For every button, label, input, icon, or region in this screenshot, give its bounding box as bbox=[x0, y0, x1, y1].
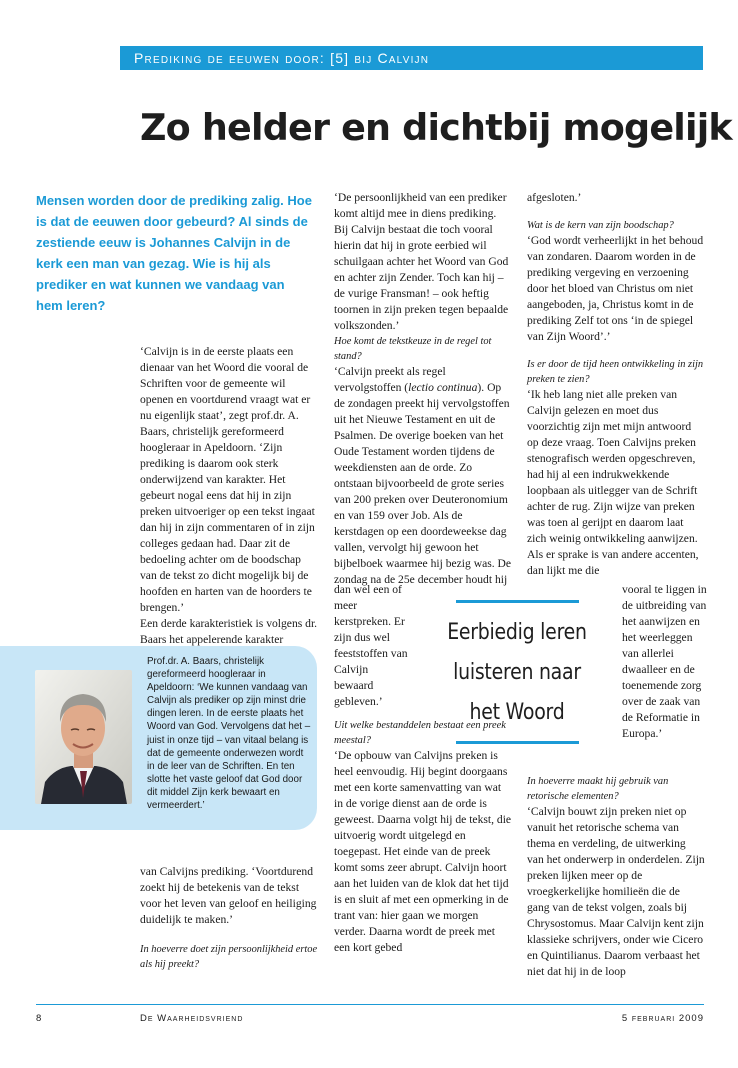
column-1-top bbox=[140, 344, 318, 648]
paragraph: ‘De persoonlijkheid van een prediker komt altijd mee in diens prediking. Bij Calvijn bestaat die toch vooral hierin dat hij in grote eerbied wil schuilgaan achter het Woord van God en achter zijn Zender. Toch kan hij – de vurige Fransman! – ook heftig toornen in zijn preken tegen bepaalde volkszonden.’ bbox=[334, 191, 509, 332]
paragraph: ‘De opbouw van Calvijns preken is heel eenvoudig. Hij begint doorgaans met een korte samenvatting van wat in de vorige dienst aan de orde is geweest. Daarna volgt hij de tekst, die uitvoerig wordt uitgelegd en toegepast. Het einde van de preek komt soms zeer abrupt. Calvijn hoort aan het luiden van de klok dat het tijd is en sluit af met een opmerking in de trant van: hier gaan we morgen verder. Daarna wordt de preek met een kort gebed bbox=[334, 749, 512, 954]
column-2-top bbox=[334, 190, 512, 588]
column-2-wrap bbox=[334, 582, 410, 710]
photo-caption: Prof.dr. A. Baars, christelijk gereformeerd hoogleraar in Apeldoorn: ‘We kunnen vandaag van Calvijn als prediker op zijn minst drie dingen leren. In de eerste plaats het Woord van God. Vervolgens dat het – juist in onze tijd – van vitaal belang is dat de gemeente onderwezen wordt in de leer van de Schriften. En ten slotte het vaste geloof dat God door dit middel Zijn kerk bewaart en vermeerdert.’ bbox=[147, 656, 311, 812]
paragraph: ‘Ik heb lang niet alle preken van Calvijn gelezen en moet dus voorzichtig zijn met mijn antwoord op deze vraag. Toen Calvijns preken stenografisch werden opgeschreven, had hij al een indrukwekkende loopbaan als uitlegger van de Schrift achter de rug. Zijn wijze van preken was toen al gerijpt en daarom laat zich weinig ontwikkeling aanwijzen. Als er sprake is van andere accenten, dan lijkt me die bbox=[527, 388, 699, 577]
series-banner: Prediking de eeuwen door: [5] bij Calvijn bbox=[120, 46, 703, 70]
pull-quote-rule-bottom bbox=[456, 741, 579, 744]
paragraph bbox=[334, 364, 512, 588]
footer-rule bbox=[36, 1004, 704, 1005]
article-headline: Zo helder en dichtbij mogelijk bbox=[140, 106, 732, 149]
column-3-bottom bbox=[527, 774, 705, 980]
column-2-bottom bbox=[334, 718, 512, 956]
paragraph: van Calvijns prediking. ‘Voortdurend zoekt hij de betekenis van de tekst voor het leven van geloof en heiliging duidelijk te maken.’ bbox=[140, 865, 317, 926]
interview-question: Is er door de tijd heen ontwikkeling in zijn preken te zien? bbox=[527, 359, 704, 385]
pull-quote-line: luisteren naar bbox=[453, 660, 581, 685]
pull-quote-line: het Woord bbox=[469, 700, 565, 725]
column-3-wrap bbox=[622, 582, 708, 742]
portrait-photo bbox=[35, 670, 132, 804]
latin-term: lectio continua bbox=[408, 381, 478, 394]
column-3-top bbox=[527, 190, 705, 579]
paragraph: ‘God wordt verheerlijkt in het behoud van zondaren. Daarom worden in de prediking vergeving en verzoening door het bloed van Christus om niet aangeboden, ja, Christus komt in de prediking Zelf tot ons ‘in de spiegel van Zijn Woord’.’ bbox=[527, 234, 704, 343]
interview-question: Wat is de kern van zijn boodschap? bbox=[527, 220, 674, 231]
paragraph: afgesloten.’ bbox=[527, 191, 582, 204]
text-run: ). Op de zondagen preekt hij vervolgstoffen uit het Nieuwe Testament en uit de Psalmen. De overige boeken van het Oude Testament worden tijdens de weekdiensten aan de orde. Zo ontstaan bijvoorbeeld de grote series van 200 preken over Deuteronomium en van 159 over Job. Als de kerstdagen op een doordeweekse dag vallen, vervolgt hij gewoon het bijbelboek waarmee hij bezig was. De zondag na de 25e december houdt hij bbox=[334, 381, 512, 586]
pull-quote-text bbox=[438, 603, 596, 741]
pull-quote bbox=[425, 600, 609, 744]
article-intro: Mensen worden door de prediking zalig. Hoe is dat de eeuwen door gebeurd? Al sinds de zestiende eeuw is Johannes Calvijn in de kerk een man van gezag. Wie is hij als prediker en wat kunnen we vandaag van hem leren? bbox=[36, 193, 312, 313]
pull-quote-line: Eerbiedig leren bbox=[447, 620, 587, 645]
text-run: ‘Calvijn preekt als regel vervolgstoffen ( bbox=[334, 365, 446, 394]
interview-question: In hoeverre doet zijn persoonlijkheid ertoe als hij preekt? bbox=[140, 944, 318, 970]
issue-date: 5 februari 2009 bbox=[621, 1013, 704, 1024]
interview-question: Hoe komt de tekstkeuze in de regel tot stand? bbox=[334, 336, 492, 362]
column-1-bottom bbox=[140, 864, 318, 972]
magazine-name: De Waarheidsvriend bbox=[140, 1013, 244, 1024]
paragraph: dan wel een of meer kerstpreken. Er zijn dus wel feeststoffen van Calvijn bewaard gebleven.’ bbox=[334, 583, 408, 708]
interview-question: In hoeverre maakt hij gebruik van retorische elementen? bbox=[527, 776, 669, 802]
paragraph: Een derde karakteristiek is volgens dr. Baars het appelerende karakter bbox=[140, 617, 318, 646]
paragraph: ‘Calvijn bouwt zijn preken niet op vanuit het retorische schema van thema en verdeling, de uitwerking van het onderwerp in onderdelen. Zijn preken lijken meer op de vroegkerkelijke homilieën die de gang van de tekst volgen, zoals bij Chrysostomus. Maar Calvijn kent zijn klassieke schrijvers, onder wie Cicero en Quintilianus. Daarom verbaast het niet dat hij in de loop bbox=[527, 805, 705, 978]
interview-question: Uit welke bestanddelen bestaat een preek meestal? bbox=[334, 720, 506, 746]
paragraph: vooral te liggen in de uitbreiding van het aanwijzen en het weerleggen van allerlei dwaalleer en de toenemende zorg over de zaak van de Reformatie in Europa.’ bbox=[622, 583, 707, 740]
paragraph: ‘Calvijn is in de eerste plaats een dienaar van het Woord die vooral de Schriften voor de gemeente wil openen en voortdurend vraagt wat er nu eigenlijk staat’, zegt prof.dr. A. Baars, christelijk gereformeerd hoogleraar in Apeldoorn. ‘Zijn prediking is daarom ook sterk onderwijzend van karakter. Het gebeurt nogal eens dat hij in zijn preken uitvoeriger op een tekst ingaat dan hij in zijn commentaren of in zijn colleges gedaan had. Daar zit de bedoeling achter om de boodschap van de tekst zo dicht mogelijk bij de hoofden en harten van de hoorders te brengen.’ bbox=[140, 345, 315, 614]
page-number: 8 bbox=[36, 1013, 43, 1024]
